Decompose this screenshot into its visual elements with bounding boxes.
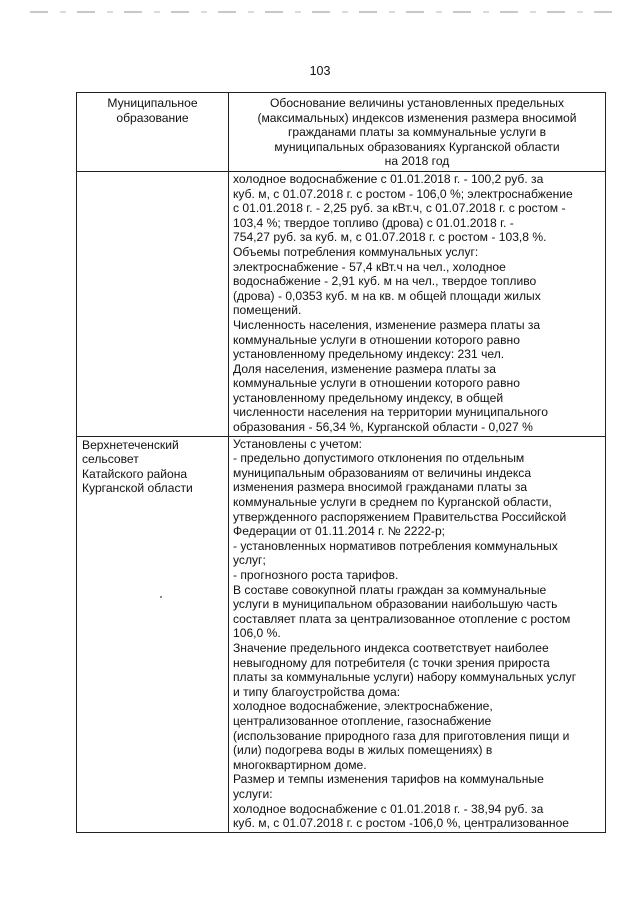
justification-text-line: электроснабжение - 57,4 кВт.ч на чел., холодное xyxy=(233,259,506,274)
justification-text-line: холодное водоснабжение с 01.01.2018 г. - 38,94 руб. за xyxy=(233,801,544,816)
table-header-row xyxy=(77,93,606,172)
table-row xyxy=(77,171,606,436)
header-right-line: (максимальных) индексов изменения размера вносимой xyxy=(257,110,577,125)
justification-text-line: и типу благоустройства дома: xyxy=(233,684,401,699)
justification-text-line: куб. м, с 01.07.2018 г. с ростом - 106,0 %; электроснабжение xyxy=(233,186,573,201)
municipality-name-line: Верхнетеченский xyxy=(82,437,179,452)
justification-text-line: Федерации от 01.11.2014 г. № 2222-р; xyxy=(233,524,446,539)
justification-text-line: коммунальные услуги в среднем по Курганской области, xyxy=(233,495,552,510)
justification-text-line: Численность населения, изменение размера платы за xyxy=(233,317,541,332)
header-municipality xyxy=(77,93,229,172)
justification-text-line: - установленных нормативов потребления коммунальных xyxy=(233,538,558,553)
justification-text-line: (использование природного газа для приготовления пищи и xyxy=(233,728,570,743)
justification-text-line: - прогнозного роста тарифов. xyxy=(233,568,399,582)
justification-text-line: 106,0 %. xyxy=(233,626,281,641)
table-row xyxy=(77,436,606,832)
justification-text-line: услуги: xyxy=(233,786,273,801)
row-municipality-cell xyxy=(77,436,229,832)
justification-text-line: составляет плата за централизованное отопление с ростом xyxy=(233,611,571,626)
row-justification-cell xyxy=(229,436,606,832)
justification-text-line: 754,27 руб. за куб. м, с 01.07.2018 г. с ростом - 103,8 %. xyxy=(233,230,547,245)
justification-text-line: Объемы потребления коммунальных услуг: xyxy=(233,244,479,259)
justification-text-line: водоснабжение - 2,91 куб. м на чел., твердое топливо xyxy=(233,274,537,289)
justification-text-line: Значение предельного индекса соответствует наиболее xyxy=(233,640,549,655)
header-right-line: гражданами платы за коммунальные услуги в xyxy=(287,125,547,140)
justification-text-line: невыгодному для потребителя (с точки зрения прироста xyxy=(233,655,550,670)
justification-text-line: Доля населения, изменение размера платы за xyxy=(233,361,496,376)
page-number: 103 xyxy=(309,64,331,78)
justification-text-line: помещений. xyxy=(233,303,302,318)
justification-text-line: утвержденного распоряжением Правительства Российской xyxy=(233,509,567,524)
justification-text-line: услуги в муниципальном образовании наибольшую часть xyxy=(233,597,558,612)
justification-text-line: с 01.01.2018 г. - 2,25 руб. за кВт.ч, с 01.07.2018 г. с ростом - xyxy=(233,201,566,216)
justification-text-line: - предельно допустимого отклонения по отдельным xyxy=(233,451,525,466)
justification-text-line: Размер и темпы изменения тарифов на коммунальные xyxy=(233,772,544,787)
justification-text-line: образования - 56,34 %, Курганской области - 0,027 % xyxy=(233,420,533,435)
justification-text-line: куб. м, с 01.07.2018 г. с ростом -106,0 %, централизованное xyxy=(233,816,570,831)
justification-text-line: коммунальные услуги в отношении которого равно xyxy=(233,376,520,391)
municipality-name-line: Курганской области xyxy=(82,481,193,496)
justification-text-line: численности населения на территории муниципального xyxy=(233,405,548,420)
justification-text-line: многоквартирном доме. xyxy=(233,757,367,772)
justification-text-line: (дрова) - 0,0353 куб. м на кв. м общей площади жилых xyxy=(233,288,541,303)
header-right-line: муниципальных образованиях Курганской области xyxy=(274,139,560,154)
row-municipality-cell xyxy=(77,171,229,436)
justification-text-line: установленному предельному индексу: 231 чел. xyxy=(233,347,505,362)
municipality-name-line: Катайского района xyxy=(82,466,188,481)
municipality-name-line: сельсовет xyxy=(82,452,139,467)
justification-text-line: изменения размера вносимой гражданами платы за xyxy=(233,480,528,495)
justification-text-line: установленному предельному индексу, в общей xyxy=(233,390,504,405)
justification-text-line: 103,4 %; твердое топливо (дрова) с 01.01.2018 г. - xyxy=(233,215,514,230)
justification-text-line: муниципальным образованиям от величины индекса xyxy=(233,465,532,480)
header-right-line: Обоснование величины установленных предельных xyxy=(269,96,565,110)
justification-text-line: (или) подогрева воды в жилых помещениях) в xyxy=(233,743,493,758)
justification-text-line: платы за коммунальные услуги) набору коммунальных услуг xyxy=(233,670,577,685)
header-justification xyxy=(229,93,606,172)
scan-header-artifact xyxy=(30,11,615,13)
justification-text-line: коммунальные услуги в отношении которого равно xyxy=(233,332,520,347)
justification-text-line: централизованное отопление, газоснабжение xyxy=(233,713,492,728)
justification-text-line: В составе совокупной платы граждан за коммунальные xyxy=(233,582,547,597)
header-right-line: на 2018 год xyxy=(384,154,450,169)
tariff-justification-table xyxy=(76,92,606,833)
justification-text-line: Установлены с учетом: xyxy=(233,436,362,451)
header-left-line: образование xyxy=(116,110,189,125)
row-justification-cell xyxy=(229,171,606,436)
scan-dot-artifact xyxy=(160,596,162,598)
justification-text-line: холодное водоснабжение с 01.01.2018 г. - 100,2 руб. за xyxy=(233,171,544,186)
justification-text-line: услуг; xyxy=(233,553,266,568)
header-left-line: Муниципальное xyxy=(107,96,198,110)
justification-text-line: холодное водоснабжение, электроснабжение, xyxy=(233,699,493,714)
